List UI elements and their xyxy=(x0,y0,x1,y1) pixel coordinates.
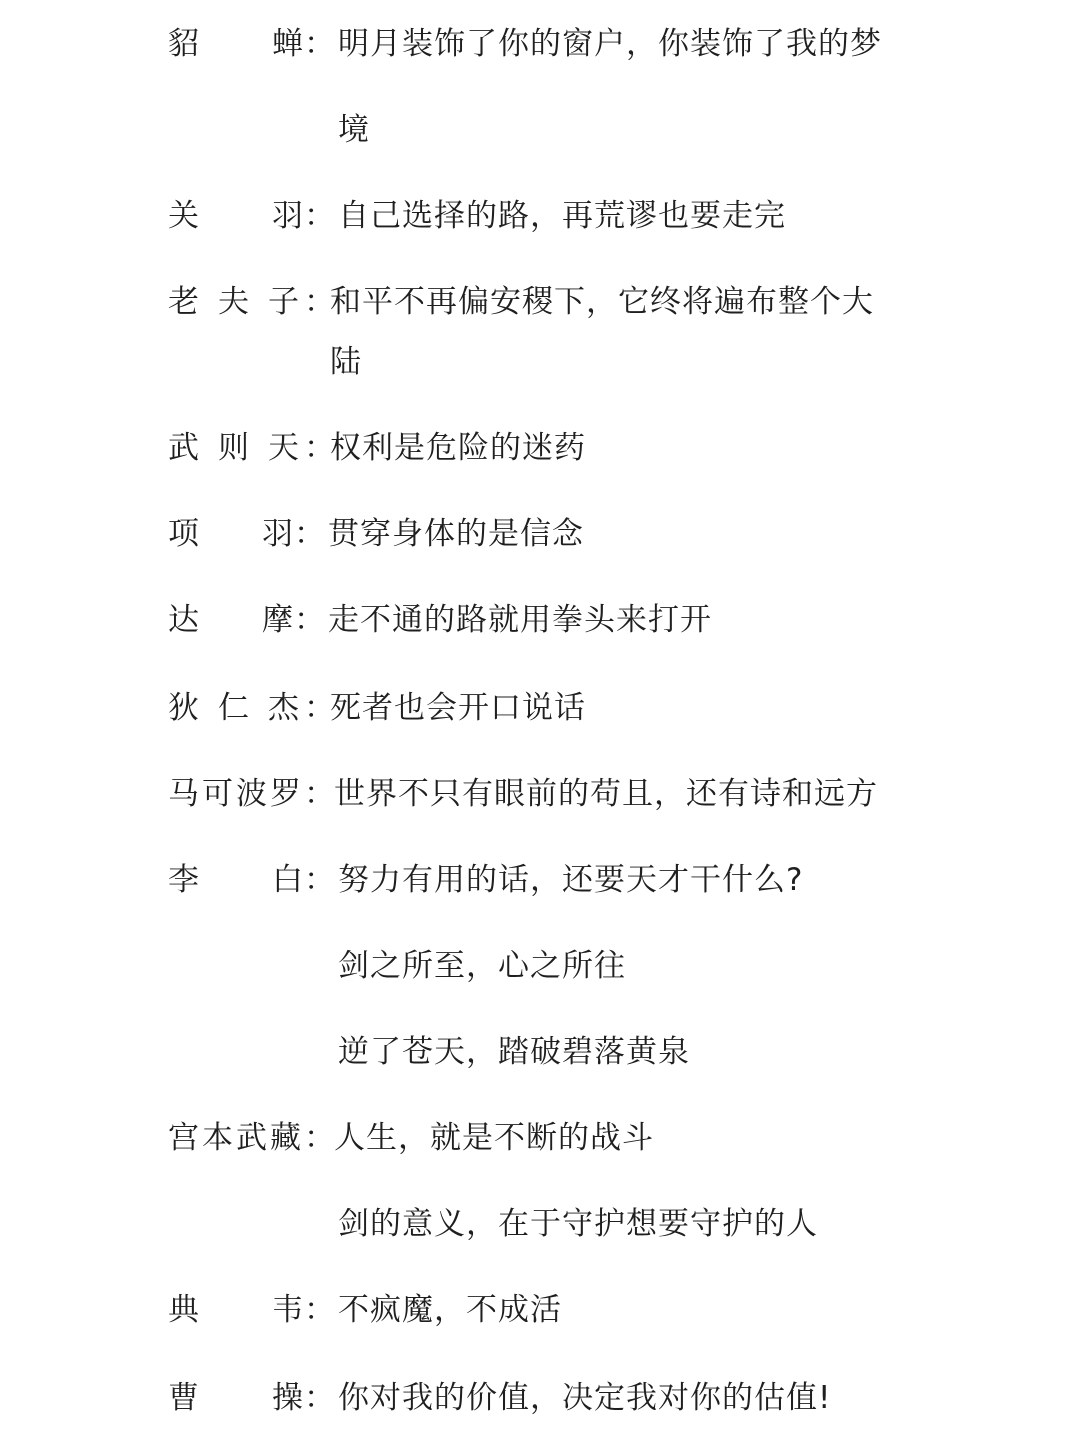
quote-text: 陆 xyxy=(330,344,362,380)
speaker-name xyxy=(168,196,304,236)
speaker-char: 宫 xyxy=(168,1120,200,1156)
speaker-name xyxy=(168,24,304,64)
speaker-char: 项 xyxy=(168,516,200,552)
quote-text: 剑的意义，在于守护想要守护的人 xyxy=(338,1206,818,1242)
quote-text: 剑之所至，心之所往 xyxy=(338,948,626,984)
quote-text: 死者也会开口说话 xyxy=(330,690,586,726)
speaker-char: 典 xyxy=(168,1292,200,1328)
speaker-name xyxy=(168,514,294,554)
quote-text: 你对我的价值，决定我对你的估值! xyxy=(338,1380,832,1416)
speaker-char: 武 xyxy=(236,1120,268,1156)
speaker-char: 羽 xyxy=(262,516,294,552)
speaker-char: 罗 xyxy=(270,776,302,812)
quote-text: 人生，就是不断的战斗 xyxy=(334,1120,654,1156)
speaker-char: 本 xyxy=(202,1120,234,1156)
speaker-char: 操 xyxy=(272,1380,304,1416)
speaker-name xyxy=(168,600,294,640)
speaker-name xyxy=(168,774,302,814)
quote-text: 和平不再偏安稷下，它终将遍布整个大 xyxy=(330,284,874,320)
speaker-char: 则 xyxy=(218,430,250,466)
colon: ： xyxy=(294,602,326,638)
quote-text: 自己选择的路，再荒谬也要走完 xyxy=(338,198,786,234)
colon: ： xyxy=(304,862,336,898)
speaker-char: 老 xyxy=(168,284,200,320)
speaker-char: 达 xyxy=(168,602,200,638)
speaker-name xyxy=(168,282,300,322)
speaker-char: 藏 xyxy=(270,1120,302,1156)
quote-text: 世界不只有眼前的苟且，还有诗和远方 xyxy=(334,776,878,812)
speaker-char: 曹 xyxy=(168,1380,200,1416)
colon: ： xyxy=(304,1380,336,1416)
colon: ： xyxy=(304,198,336,234)
colon: ： xyxy=(304,776,336,812)
colon: ： xyxy=(304,26,336,62)
quote-text: 努力有用的话，还要天才干什么? xyxy=(338,862,804,898)
speaker-char: 夫 xyxy=(218,284,250,320)
speaker-char: 马 xyxy=(168,776,200,812)
quote-text: 走不通的路就用拳头来打开 xyxy=(328,602,712,638)
speaker-char: 摩 xyxy=(262,602,294,638)
speaker-char: 武 xyxy=(168,430,200,466)
speaker-char: 狄 xyxy=(168,690,200,726)
colon: ： xyxy=(304,284,336,320)
speaker-char: 杰 xyxy=(268,690,300,726)
speaker-char: 子 xyxy=(268,284,300,320)
speaker-char: 韦 xyxy=(272,1292,304,1328)
speaker-char: 貂 xyxy=(168,26,200,62)
speaker-char: 羽 xyxy=(272,198,304,234)
speaker-char: 可 xyxy=(202,776,234,812)
colon: ： xyxy=(304,1292,336,1328)
speaker-name xyxy=(168,1290,304,1330)
speaker-char: 蝉 xyxy=(272,26,304,62)
quote-text: 权利是危险的迷药 xyxy=(330,430,586,466)
speaker-name xyxy=(168,1378,304,1418)
quote-text: 贯穿身体的是信念 xyxy=(328,516,584,552)
speaker-char: 波 xyxy=(236,776,268,812)
speaker-name xyxy=(168,1118,302,1158)
quote-text: 逆了苍天，踏破碧落黄泉 xyxy=(338,1034,690,1070)
speaker-name xyxy=(168,860,304,900)
speaker-name xyxy=(168,428,300,468)
speaker-name xyxy=(168,688,300,728)
quote-text: 不疯魔，不成活 xyxy=(338,1292,562,1328)
speaker-char: 白 xyxy=(272,862,304,898)
speaker-char: 仁 xyxy=(218,690,250,726)
colon: ： xyxy=(294,516,326,552)
colon: ： xyxy=(304,430,336,466)
speaker-char: 关 xyxy=(168,198,200,234)
speaker-char: 天 xyxy=(268,430,300,466)
colon: ： xyxy=(304,690,336,726)
quote-text: 明月装饰了你的窗户，你装饰了我的梦 xyxy=(338,26,882,62)
colon: ： xyxy=(304,1120,336,1156)
quote-text: 境 xyxy=(338,112,370,148)
speaker-char: 李 xyxy=(168,862,200,898)
